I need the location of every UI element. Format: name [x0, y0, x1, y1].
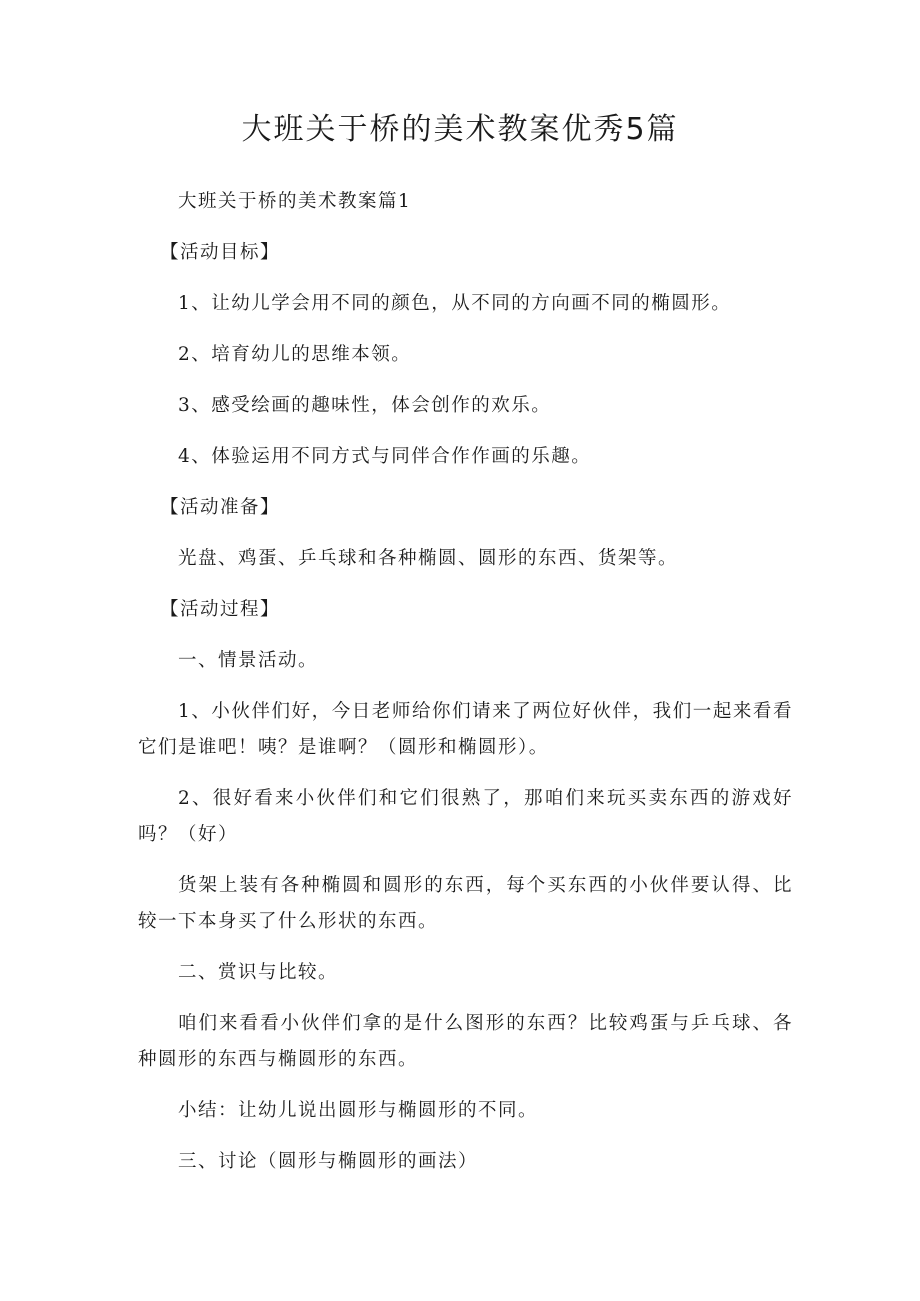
- paragraph: 咱们来看看小伙伴们拿的是什么图形的东西？比较鸡蛋与乒乓球、各种圆形的东西与椭圆形的东西。: [138, 1013, 793, 1070]
- document-body: [138, 184, 793, 1180]
- paragraph: 二、赏识与比较。: [178, 962, 339, 983]
- paragraph: 小结：让幼儿说出圆形与椭圆形的不同。: [178, 1100, 539, 1121]
- paragraph: 3、感受绘画的趣味性，体会创作的欢乐。: [178, 395, 552, 416]
- section-heading: 大班关于桥的美术教案篇1: [178, 191, 412, 212]
- paragraph: 光盘、鸡蛋、乒乓球和各种椭圆、圆形的东西、货架等。: [178, 548, 679, 569]
- subheading-process: 【活动过程】: [160, 599, 281, 620]
- paragraph: 货架上装有各种椭圆和圆形的东西，每个买东西的小伙伴要认得、比较一下本身买了什么形状的东西。: [138, 875, 793, 932]
- subheading-preparation: 【活动准备】: [160, 497, 281, 518]
- subheading-goals: 【活动目标】: [160, 242, 281, 263]
- paragraph: 1、让幼儿学会用不同的颜色，从不同的方向画不同的椭圆形。: [178, 293, 732, 314]
- paragraph: 2、很好看来小伙伴们和它们很熟了，那咱们来玩买卖东西的游戏好吗？（好）: [138, 788, 793, 845]
- paragraph: 2、培育幼儿的思维本领。: [178, 344, 412, 365]
- document-title: 大班关于桥的美术教案优秀5篇: [241, 112, 679, 147]
- paragraph: 4、体验运用不同方式与同伴合作作画的乐趣。: [178, 446, 592, 467]
- paragraph: 一、情景活动。: [178, 650, 319, 671]
- paragraph: 三、讨论（圆形与椭圆形的画法）: [178, 1151, 479, 1172]
- paragraph: 1、小伙伴们好，今日老师给你们请来了两位好伙伴，我们一起来看看它们是谁吧！咦？是谁啊？（圆形和椭圆形）。: [138, 701, 793, 758]
